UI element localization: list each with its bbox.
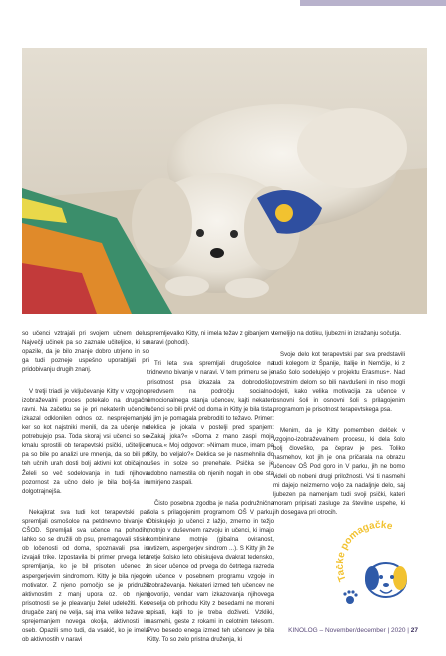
page-footer: [0, 626, 446, 650]
magazine-name: KINOLOG: [288, 627, 318, 634]
dog-photo: [22, 48, 427, 314]
paragraph: spremljevalko Kitty, ni imela težav z gibanjem v naravi (pohodi).: [147, 330, 274, 347]
issue-year: 2020: [390, 627, 406, 634]
paragraph: V tretji triadi je vključevanje Kitty v vzgojno-izobraževalni proces potekalo na drugačni ravni. Na začetku se je pri nekaterih učencih izkazal odklonilen odnos oz. nesprejemanje, ker so kot najstniki menili, da za učenje ne potrebujejo psa. Toda skoraj vsi učenci so se kmalu sprostili ob terapevtski psički, učiteljice pa so bile po analizi ure mnenja, da so bili pri teh učnih urah dosti bolj aktivni kot običajno. Želeli so več sodelovanja in tudi njihova pozornost za učno delo je bila bolj-ša in dolgotrajnejša.: [22, 387, 149, 495]
text-column-2: [147, 320, 275, 644]
paragraph: Čisto posebna zgodba je naša podružnična šola s prilagojenim programom OŠ V parku. Obiskujejo jo učenci z lažjo, zmerno in težjo motnjo v duševnem razvoju in učenci, ki imajo kombinirane motnje (gibalna oviranost, avtizem, aspergerjev sindrom ...). S Kitty jih že tretje šolsko leto obiskujeva dvakrat tedensko, in sicer učence od prvega do četrtega razreda in učence v posebnem programu vzgoje in izobraževanja. Nekateri izmed teh učencev ne govorijo, vendar vam izkazovanja njihovega veselja ob prihodu Kity z besedami ne moreni opisati, kajti to je treba doživeti. Vzkliki, nasmehi, geste z rokami in celotnim telesom. Prvo besedo enega izmed teh učencev je bila Kitty. To so zelo pristna druženja, ki: [147, 499, 274, 644]
paragraph: Menim, da je Kitty pomemben delček v vzgojno-izobraževalnem procesu, ki dela šolo bolj človeško, pa čeprav je pes. Toliko nasmehov, kot jih je ona pričarala na obrazu učencev OŠ Pod goro in V parku, jih ne bomo videli ob nobeni drugi priložnosti. Vsi ti nasmehi mi dajejo neizmerno voljo za nadaljnje delo, saj ljubezen pa namenjam tudi svoji psički, kateri moram pripisati zasluge za številne uspehe, ki jih dosegava pri otrocih.: [273, 427, 405, 516]
paragraph: temeljijo na dotiku, ljubezni in izražanju sočutja.: [273, 330, 402, 338]
paragraph: Svoje delo kot terapevtski par sva predstavili tudi kolegom iz Španije, Italije in Nemčije, ki z našo šolo sodelujejo v projektu Erasmus+. Nad tovrstnim delom so bili navdušeni in niso mogli dojeti, kako velika motivacija za učence v osnovni šoli in osnovni šoli s prilagojenim programom je prisotnost terapevtskega psa.: [273, 351, 405, 413]
tacke-pomagacke-logo: [336, 520, 420, 610]
text-column-1: [22, 320, 149, 644]
text-column-3: [273, 320, 405, 525]
page-number: 27: [410, 627, 418, 634]
issue-label: November/december: [324, 627, 386, 634]
paragraph: Nekajkrat sva tudi kot terapevtski par spremljali osmošolce na petdnevno bivanje v CŠOD. Spremljali sva učence na pohodih, lahko so se družili ob psu, premagovali stiske ob ločenosti od doma, spoznavali psa in izvajali trike. Izpostavila bi primer prvega leta spremljanja, ko je bil prisoten učenec z aspergerjevim sindromom. Kitty je bila njegov motivator. Z njeno pomočjo se je pridružil aktivnostim z manj upora oz. ob njeni prisotnosti se je pleavanju želel udeležiti. Ker drugače zanj ne velja, saj ima velike težave s sprejemanjem novega okolja, aktivnosti in oseb. Opazili smo tudi, da vsakič, ko je imela ob aktivnostih v naravi: [22, 508, 149, 644]
paragraph: Tri leta sva spremljali drugošolce na tridnevno bivanje v naravi. V tem primeru se je prisotnost psa izkazala za dobrodošlo, predvsem na področju socialno-emocionalnega stanja učencev, kajti nekateri učenci so bili prvič od doma in Kitty je bila tista, ki jim je pomagala prebroditi to težavo. Primer: deklica je jokala v postelji pred spanjem: »Zakaj joka?« »Doma z mano zaspi moja muca.« Moj odgovor: »Nimam muce, imam pa Kity, bo veljalo?« Deklica se je nasmehnila do ušes in solze so prenehale. Psička se je udobno namestila ob njenih nogah in obe sta umirjeno zaspali.: [147, 360, 275, 486]
top-accent-bar: [300, 0, 446, 6]
footer-text: KINOLOG – November/december | 2020 | 27: [288, 627, 418, 634]
paragraph: so učenci vztrajali pri svojem učnem delu. Največji učinek pa so zaznale učiteljice, ki so opazile, da je bilo znanje dobro utrjeno in so ga tudi pozneje uspešno uporabljali pri pridobivanju drugih znanj.: [22, 330, 149, 374]
logo-text: Ta e pomagačke: [336, 520, 394, 583]
